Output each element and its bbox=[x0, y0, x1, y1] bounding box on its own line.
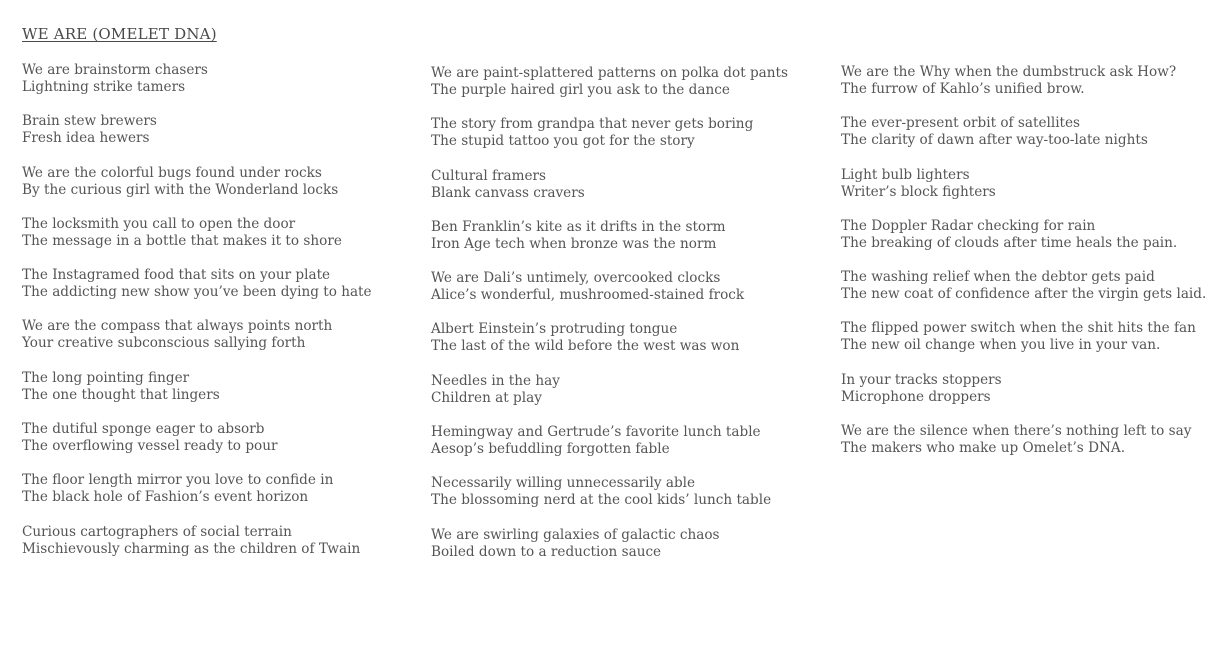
poem-title: WE ARE (OMELET DNA) bbox=[22, 25, 217, 43]
stanza bbox=[431, 168, 831, 219]
poem-line: We are the silence when there’s nothing left to say bbox=[841, 423, 1192, 440]
poem-line: We are Dali’s untimely, overcooked clocks bbox=[431, 270, 721, 287]
poem-line: We are swirling galaxies of galactic chaos bbox=[431, 526, 720, 543]
poem-line: The one thought that lingers bbox=[22, 386, 220, 403]
poem-line: Cultural framers bbox=[431, 167, 547, 184]
poem-column-3 bbox=[841, 64, 1228, 474]
poem-line: Microphone droppers bbox=[841, 388, 991, 405]
poem-line: The Instagramed food that sits on your plate bbox=[22, 267, 331, 284]
poem-line: Albert Einstein’s protruding tongue bbox=[431, 321, 678, 338]
stanza bbox=[22, 216, 422, 267]
poem-line: The Doppler Radar checking for rain bbox=[841, 217, 1096, 234]
poem-line: Your creative subconscious sallying forth bbox=[22, 335, 306, 352]
stanza bbox=[431, 527, 831, 578]
stanza bbox=[431, 321, 831, 372]
poem-line: Lightning strike tamers bbox=[22, 79, 186, 95]
poem-line: Blank canvass cravers bbox=[431, 184, 585, 201]
stanza bbox=[431, 424, 831, 475]
poem-line: Ben Franklin’s kite as it drifts in the storm bbox=[431, 218, 726, 235]
poem-line: Aesop’s befuddling forgotten fable bbox=[431, 441, 670, 458]
poem-line: The dutiful sponge eager to absorb bbox=[22, 421, 265, 438]
stanza bbox=[841, 64, 1228, 115]
poem-line: Light bulb lighters bbox=[841, 166, 970, 183]
stanza bbox=[22, 165, 422, 216]
stanza bbox=[431, 270, 831, 321]
stanza bbox=[22, 267, 422, 318]
stanza bbox=[431, 373, 831, 424]
poem-line: Boiled down to a reduction sauce bbox=[431, 543, 662, 560]
poem-line: The new coat of confidence after the virgin gets laid. bbox=[841, 286, 1207, 303]
poem-line: The story from grandpa that never gets boring bbox=[431, 116, 754, 133]
poem-line: The purple haired girl you ask to the dance bbox=[431, 82, 730, 98]
poem-line: The black hole of Fashion’s event horizon bbox=[22, 489, 309, 506]
stanza bbox=[841, 269, 1228, 320]
poem-line: Mischievously charming as the children of Twain bbox=[22, 540, 361, 557]
stanza bbox=[841, 372, 1228, 423]
poem-line: Necessarily willing unnecessarily able bbox=[431, 475, 696, 492]
poem-line: The clarity of dawn after way-too-late nights bbox=[841, 132, 1148, 149]
stanza bbox=[841, 115, 1228, 166]
poem-line: We are the Why when the dumbstruck ask How? bbox=[841, 64, 1177, 80]
poem-line: We are the compass that always points north bbox=[22, 318, 333, 335]
poem-line: Writer’s block fighters bbox=[841, 183, 996, 200]
poem-line: The breaking of clouds after time heals the pain. bbox=[841, 234, 1178, 251]
poem-line: Brain stew brewers bbox=[22, 113, 157, 130]
poem-line: Fresh idea hewers bbox=[22, 130, 150, 147]
stanza bbox=[22, 370, 422, 421]
poem-line: The overflowing vessel ready to pour bbox=[22, 438, 278, 455]
poem-line: The makers who make up Omelet’s DNA. bbox=[841, 440, 1126, 457]
stanza bbox=[22, 421, 422, 472]
stanza bbox=[431, 475, 831, 526]
poem-line: The addicting new show you’ve been dying to hate bbox=[22, 284, 372, 301]
poem-line: Alice’s wonderful, mushroomed-stained frock bbox=[431, 287, 745, 304]
poem-line: The ever-present orbit of satellites bbox=[841, 115, 1081, 132]
stanza bbox=[22, 318, 422, 369]
stanza bbox=[841, 167, 1228, 218]
stanza bbox=[22, 62, 422, 113]
poem-line: The washing relief when the debtor gets paid bbox=[841, 269, 1155, 286]
poem-line: The stupid tattoo you got for the story bbox=[431, 133, 695, 150]
stanza bbox=[431, 219, 831, 270]
poem-line: Children at play bbox=[431, 389, 542, 406]
poem-line: We are paint-splattered patterns on polka dot pants bbox=[431, 65, 788, 81]
poem-line: The blossoming nerd at the cool kids’ lunch table bbox=[431, 492, 772, 509]
poem-line: Hemingway and Gertrude’s favorite lunch table bbox=[431, 424, 761, 441]
poem-line: We are brainstorm chasers bbox=[22, 62, 208, 78]
poem-line: The flipped power switch when the shit hits the fan bbox=[841, 320, 1196, 337]
stanza bbox=[431, 116, 831, 167]
stanza bbox=[22, 472, 422, 523]
stanza bbox=[841, 218, 1228, 269]
stanza bbox=[841, 320, 1228, 371]
poem-line: We are the colorful bugs found under rocks bbox=[22, 164, 322, 181]
poem-line: Needles in the hay bbox=[431, 372, 560, 389]
poem-column-2 bbox=[431, 65, 831, 578]
poem-line: The furrow of Kahlo’s unified brow. bbox=[841, 81, 1085, 97]
stanza bbox=[841, 423, 1228, 474]
poem-line: Curious cartographers of social terrain bbox=[22, 523, 292, 540]
poem-line: By the curious girl with the Wonderland locks bbox=[22, 181, 339, 198]
poem-line: The long pointing finger bbox=[22, 369, 190, 386]
stanza bbox=[22, 524, 422, 575]
stanza bbox=[22, 113, 422, 164]
stanza bbox=[431, 65, 831, 116]
poem-line: The message in a bottle that makes it to shore bbox=[22, 232, 342, 249]
poem-line: The floor length mirror you love to confide in bbox=[22, 472, 334, 489]
poem-line: The last of the wild before the west was won bbox=[431, 338, 740, 355]
poem-line: Iron Age tech when bronze was the norm bbox=[431, 235, 717, 252]
poem-line: The new oil change when you live in your van. bbox=[841, 337, 1161, 354]
poem-line: In your tracks stoppers bbox=[841, 371, 1002, 388]
poem-line: The locksmith you call to open the door bbox=[22, 215, 296, 232]
poem-column-1 bbox=[22, 62, 422, 575]
